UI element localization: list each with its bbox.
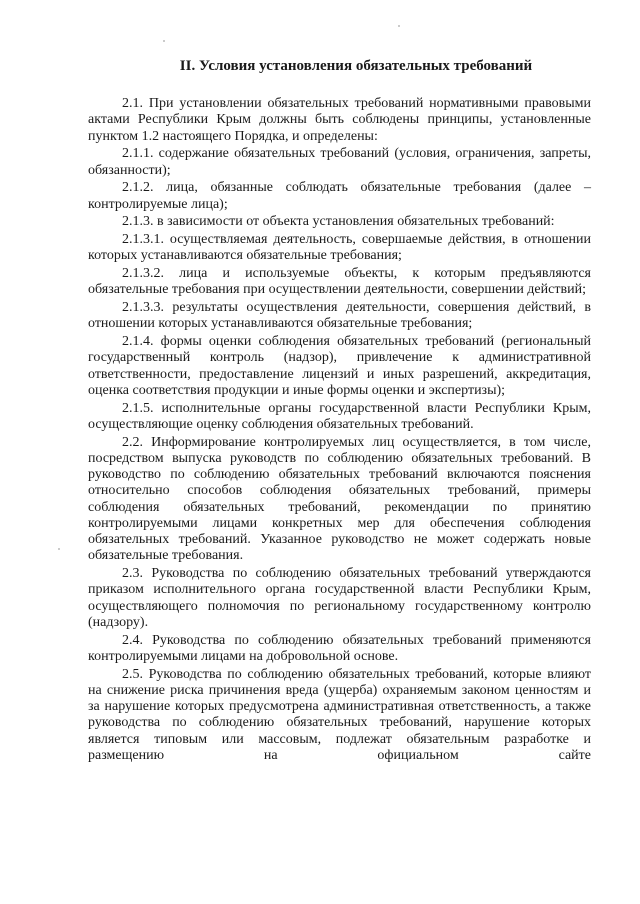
- paragraph-2-1-2: 2.1.2. лица, обязанные соблюдать обязательные требования (далее – контролируемые лица);: [88, 180, 591, 212]
- paragraph-2-1-3-3: 2.1.3.3. результаты осуществления деятельности, совершения действий, в отношении которых устанавливаются обязательные требования;: [88, 300, 591, 332]
- paragraph-2-1-1: 2.1.1. содержание обязательных требований (условия, ограничения, запреты, обязанности);: [88, 146, 591, 178]
- paragraph-2-1: 2.1. При установлении обязательных требований нормативными правовыми актами Республики Крым должны быть соблюдены принципы, установленные пунктом 1.2 настоящего Порядка, и определены:: [88, 96, 591, 144]
- section-title: II. Условия установления обязательных требований: [179, 58, 533, 74]
- scan-speck: [398, 25, 400, 27]
- paragraph-2-1-3-2: 2.1.3.2. лица и используемые объекты, к которым предъявляются обязательные требования при осуществлении деятельности, совершении действий;: [88, 266, 591, 298]
- paragraph-2-1-3: 2.1.3. в зависимости от объекта установления обязательных требований:: [122, 214, 555, 230]
- paragraph-2-1-4: 2.1.4. формы оценки соблюдения обязательных требований (региональный государственный контроль (надзор), привлечение к административной ответственности, предоставление лицензий и иных разрешений, аккредитация, оценка соответствия продукции и иные формы оценки и экспертизы);: [88, 334, 591, 398]
- paragraph-2-5: 2.5. Руководства по соблюдению обязательных требований, которые влияют на снижение риска причинения вреда (ущерба) охраняемым законом ценностям и за нарушение которых предусмотрена административная ответственность, а также руководства по соблюдению обязательных требований, нарушение которых является типовым или массовым, подлежат обязательным разработке и размещению на официальном сайте: [88, 666, 591, 763]
- document-body: [88, 96, 591, 764]
- paragraph-2-1-5: 2.1.5. исполнительные органы государственной власти Республики Крым, осуществляющие оценку соблюдения обязательных требований.: [88, 400, 591, 432]
- paragraph-2-2: 2.2. Информирование контролируемых лиц осуществляется, в том числе, посредством выпуска руководств по соблюдению обязательных требований. В руководство по соблюдению обязательных требований включаются пояснения относительно способов соблюдения обязательных требований, примеры соблюдения обязательных требований, рекомендации по принятию контролируемыми лицами конкретных мер для обеспечения соблюдения обязательных требований. Указанное руководство не может содержать новые обязательные требования.: [88, 434, 591, 564]
- paragraph-2-1-3-1: 2.1.3.1. осуществляемая деятельность, совершаемые действия, в отношении которых устанавливаются обязательные требования;: [88, 232, 591, 264]
- scan-speck: [58, 548, 60, 550]
- paragraph-2-3: 2.3. Руководства по соблюдению обязательных требований утверждаются приказом исполнительного органа государственной власти Республики Крым, осуществляющего полномочия по региональному государственному контролю (надзору).: [88, 566, 591, 630]
- scan-speck: [163, 40, 165, 42]
- paragraph-2-4: 2.4. Руководства по соблюдению обязательных требований применяются контролируемыми лицами на добровольной основе.: [88, 632, 591, 664]
